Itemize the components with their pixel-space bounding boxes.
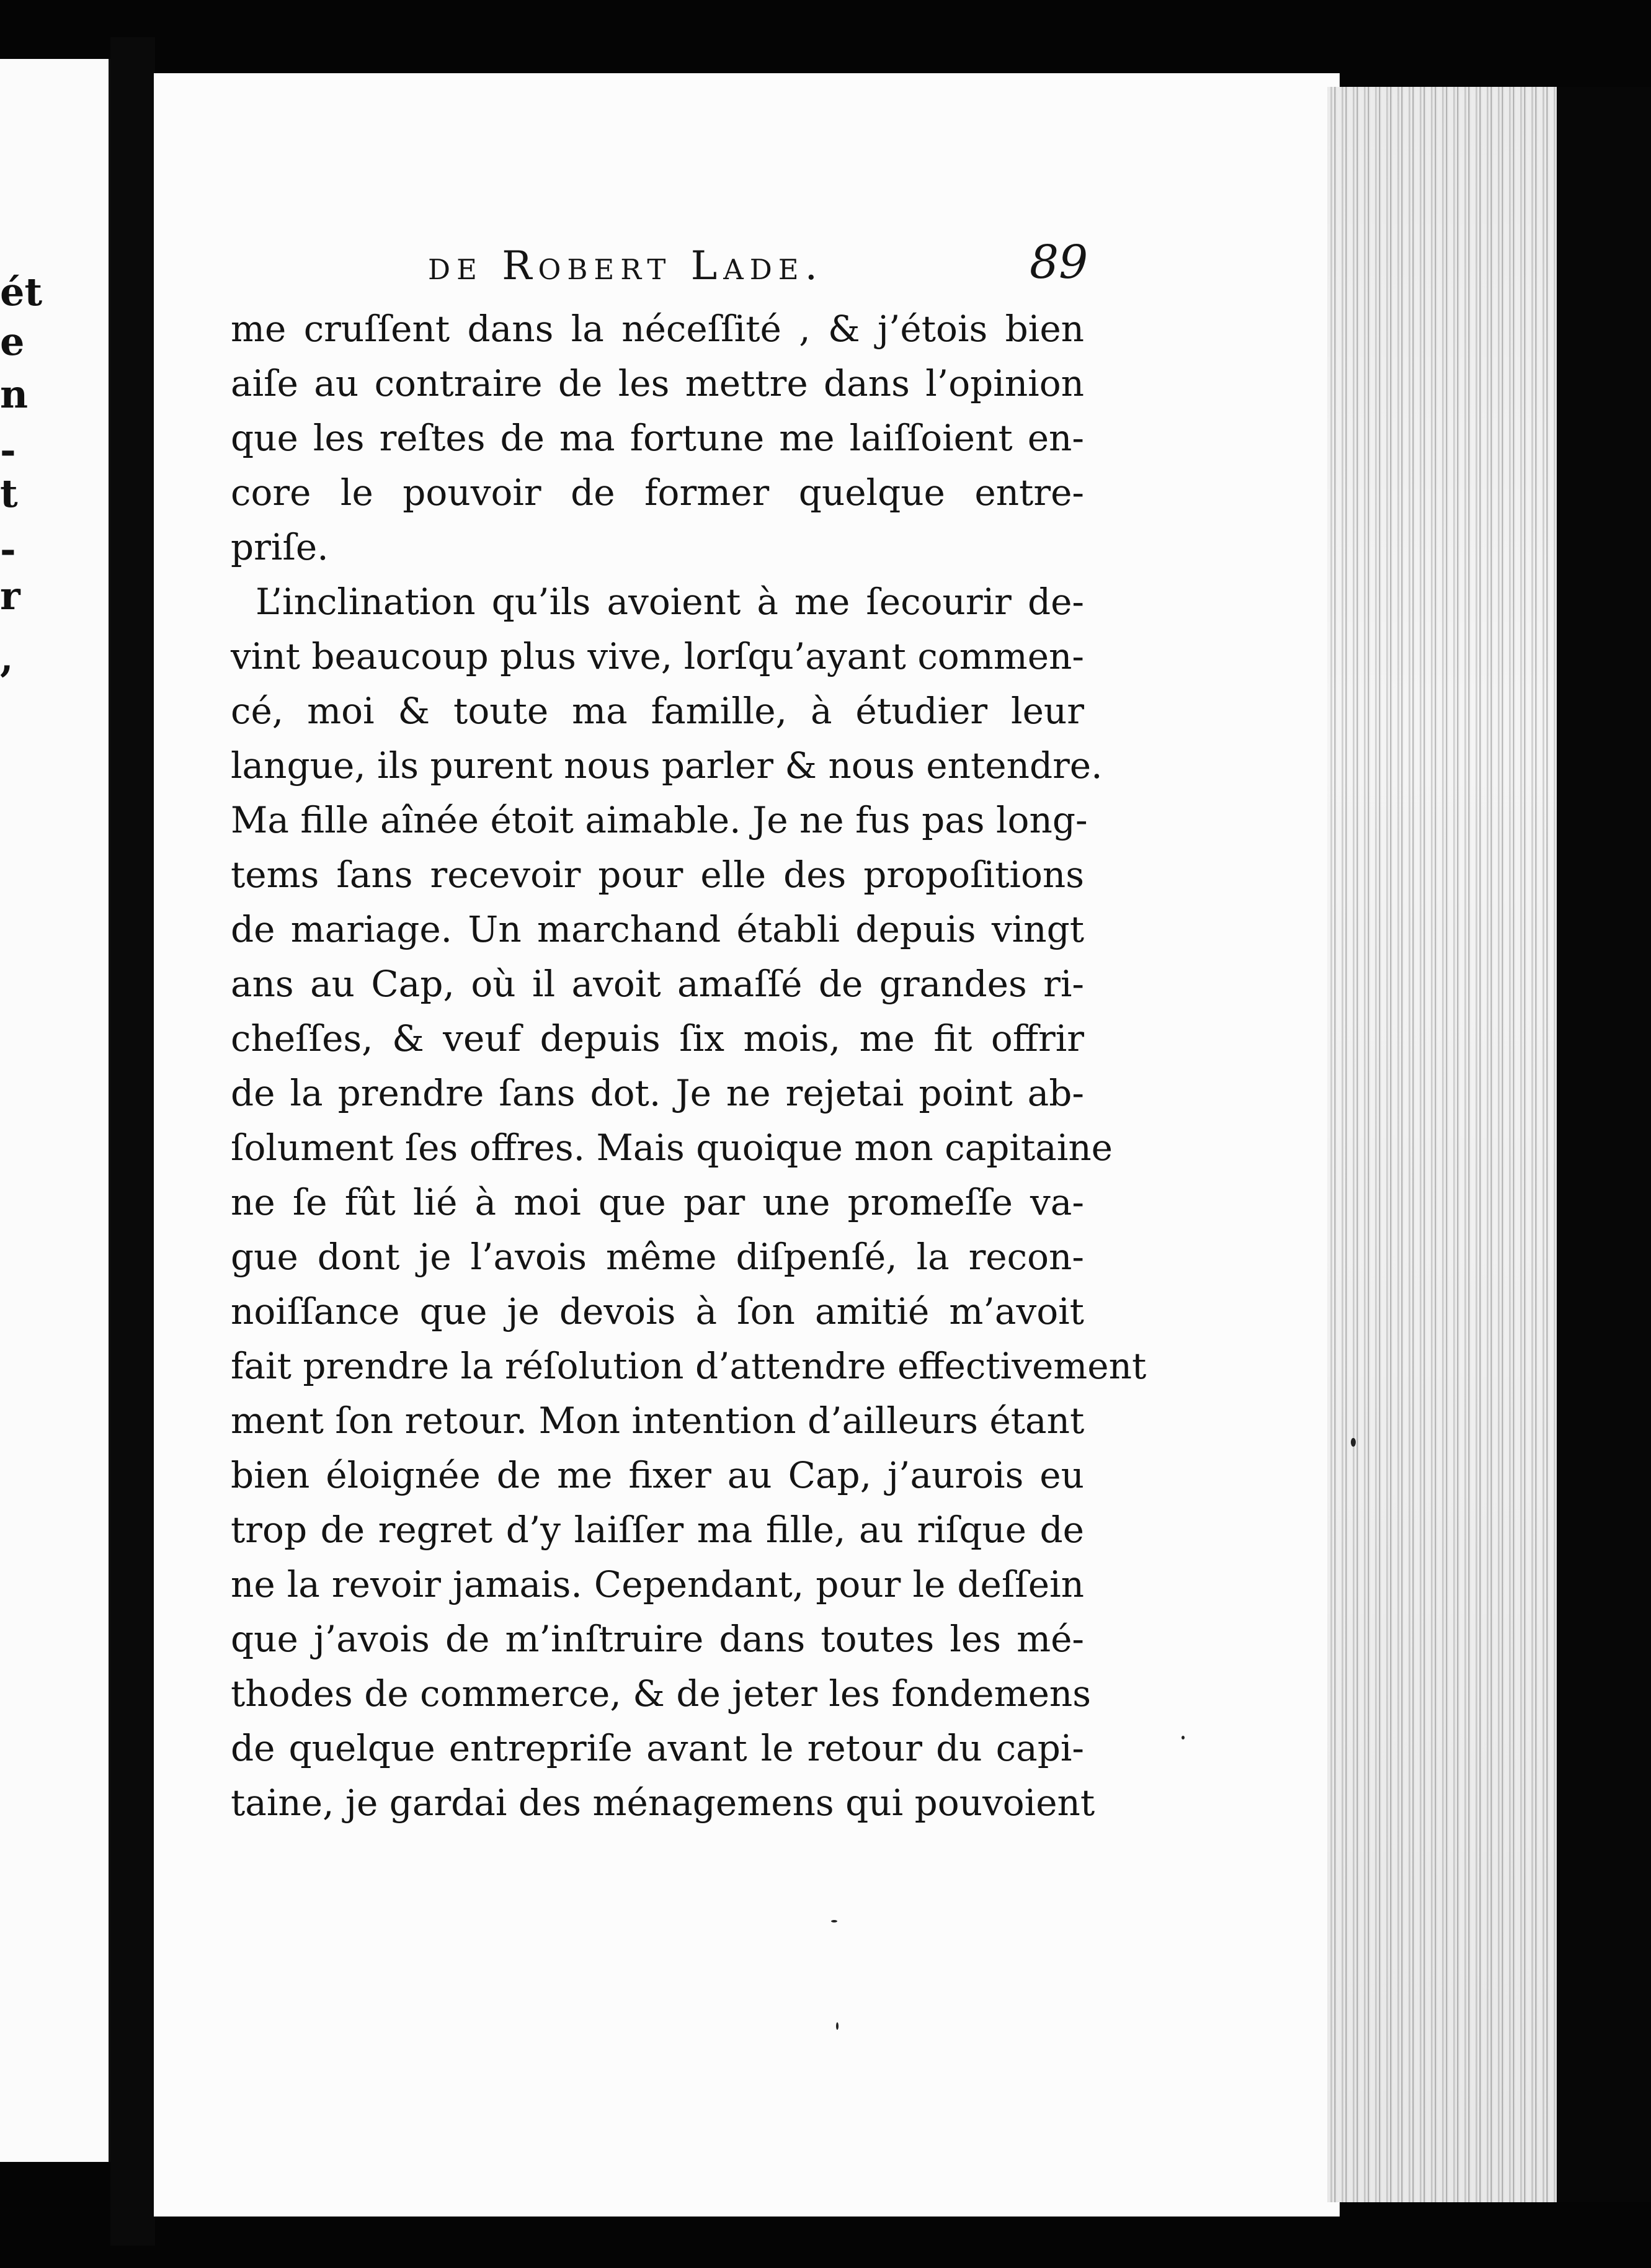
text-line: gue dont je l’avois même diſpenſé, la recon- bbox=[231, 1236, 1084, 1278]
text-line: L’inclination qu’ils avoient à me ſecourir de- bbox=[256, 581, 1084, 623]
ink-speck bbox=[1351, 1438, 1356, 1447]
previous-page-fragment: r bbox=[0, 573, 20, 618]
previous-page-sliver bbox=[0, 59, 111, 2162]
text-line: que j’avois de m’inſtruire dans toutes les mé- bbox=[231, 1618, 1084, 1660]
text-line: thodes de commerce, & de jeter les fondemens bbox=[231, 1672, 1092, 1715]
text-line: ſolument ſes offres. Mais quoique mon capitaine bbox=[231, 1127, 1113, 1169]
text-line: Ma fille aînée étoit aimable. Je ne fus pas long- bbox=[231, 799, 1088, 841]
text-line: aiſe au contraire de les mettre dans l’opinion bbox=[231, 362, 1084, 404]
page-number: 89 bbox=[1030, 236, 1088, 289]
text-line: priſe. bbox=[231, 526, 329, 568]
text-line: noiſſance que je devois à ſon amitié m’avoit bbox=[231, 1290, 1084, 1333]
text-line: trop de regret d’y laiſſer ma fille, au riſque de bbox=[231, 1509, 1084, 1551]
text-line: me cruſſent dans la néceſſité , & j’étois bien bbox=[231, 308, 1084, 350]
ink-speck bbox=[1182, 1736, 1185, 1739]
text-line: fait prendre la réſolution d’attendre effectivement bbox=[231, 1345, 1147, 1387]
body-text bbox=[231, 301, 1147, 1830]
book-gutter bbox=[110, 37, 155, 2246]
text-line: core le pouvoir de former quelque entre- bbox=[231, 471, 1084, 514]
ink-speck bbox=[831, 1920, 837, 1922]
running-head: de Robert Lade. bbox=[428, 243, 824, 289]
previous-page-fragment: ét bbox=[0, 269, 43, 315]
ink-speck bbox=[836, 2022, 839, 2030]
previous-page-fragment: , bbox=[0, 635, 14, 681]
previous-page-fragment: - bbox=[0, 427, 16, 473]
previous-page-fragment: t bbox=[0, 471, 18, 516]
text-line: de quelque entrepriſe avant le retour du capi- bbox=[231, 1727, 1084, 1769]
text-line: tems ſans recevoir pour elle des propoſitions bbox=[231, 854, 1084, 896]
previous-page-fragment: - bbox=[0, 527, 16, 572]
text-line: vint beaucoup plus vive, lorſqu’ayant commen- bbox=[231, 635, 1084, 677]
page-edges-shade bbox=[1327, 87, 1563, 2202]
text-line: taine, je gardai des ménagemens qui pouvoient bbox=[231, 1782, 1095, 1824]
text-line: ne ſe fût lié à moi que par une promeſſe va- bbox=[231, 1181, 1084, 1223]
text-line: bien éloignée de me fixer au Cap, j’aurois eu bbox=[231, 1454, 1084, 1496]
text-line: ne la revoir jamais. Cependant, pour le deſſein bbox=[231, 1563, 1084, 1605]
scan-background-right bbox=[1557, 87, 1651, 2202]
previous-page-fragment: n bbox=[0, 372, 29, 417]
text-line: ment ſon retour. Mon intention d’ailleurs étant bbox=[231, 1400, 1085, 1442]
text-line: cé, moi & toute ma famille, à étudier leur bbox=[231, 690, 1084, 732]
text-line: de mariage. Un marchand établi depuis vingt bbox=[231, 908, 1084, 950]
text-line: langue, ils purent nous parler & nous entendre. bbox=[231, 744, 1103, 787]
text-line: que les reſtes de ma fortune me laiſſoient en- bbox=[231, 417, 1084, 459]
previous-page-fragment: e bbox=[0, 319, 25, 364]
text-line: ans au Cap, où il avoit amaſſé de grandes ri- bbox=[231, 963, 1084, 1005]
text-line: cheſſes, & veuf depuis ſix mois, me fit offrir bbox=[231, 1017, 1084, 1060]
text-line: de la prendre ſans dot. Je ne rejetai point ab- bbox=[231, 1072, 1084, 1114]
